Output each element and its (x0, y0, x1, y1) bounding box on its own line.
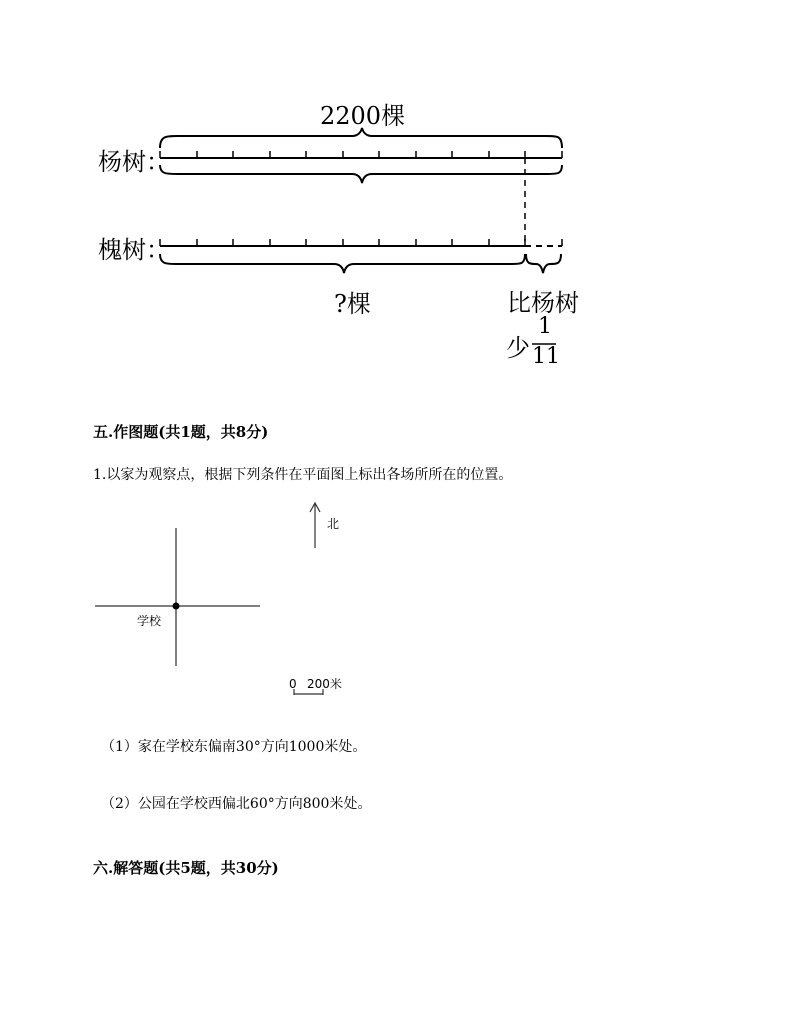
total-label: 2200棵 (320, 102, 406, 130)
unknown-brace (160, 254, 525, 273)
locust-ticks (160, 239, 562, 246)
total-brace-top (160, 128, 562, 148)
scale-distance-label: 200米 (307, 677, 342, 691)
north-label: 北 (327, 517, 340, 531)
section6-heading: 六.解答题(共5题，共30分) (93, 859, 279, 877)
unknown-label: ?棵 (334, 290, 371, 318)
poplar-label: 杨树： (98, 148, 170, 176)
section5-heading: 五.作图题(共1题，共8分) (93, 423, 269, 441)
locust-label: 槐树： (98, 236, 170, 264)
fraction-numerator: 1 (538, 314, 552, 339)
question-1: 1.以家为观察点，根据下列条件在平面图上标出各场所所在的位置。 (93, 467, 513, 483)
compare-label: 比杨树 (507, 289, 579, 317)
total-brace-bottom (160, 165, 562, 183)
item-2: （2）公园在学校西偏北60°方向800米处。 (101, 796, 372, 812)
scale-zero-label: 0 (289, 677, 297, 691)
less-label: 少 (506, 334, 530, 362)
poplar-ticks (160, 151, 562, 158)
fraction-denominator: 11 (532, 344, 560, 369)
school-point (173, 603, 180, 610)
north-arrow-icon (310, 503, 320, 548)
item-1: （1）家在学校东偏南30°方向1000米处。 (101, 739, 367, 755)
school-label: 学校 (137, 614, 162, 628)
difference-brace (526, 254, 561, 273)
